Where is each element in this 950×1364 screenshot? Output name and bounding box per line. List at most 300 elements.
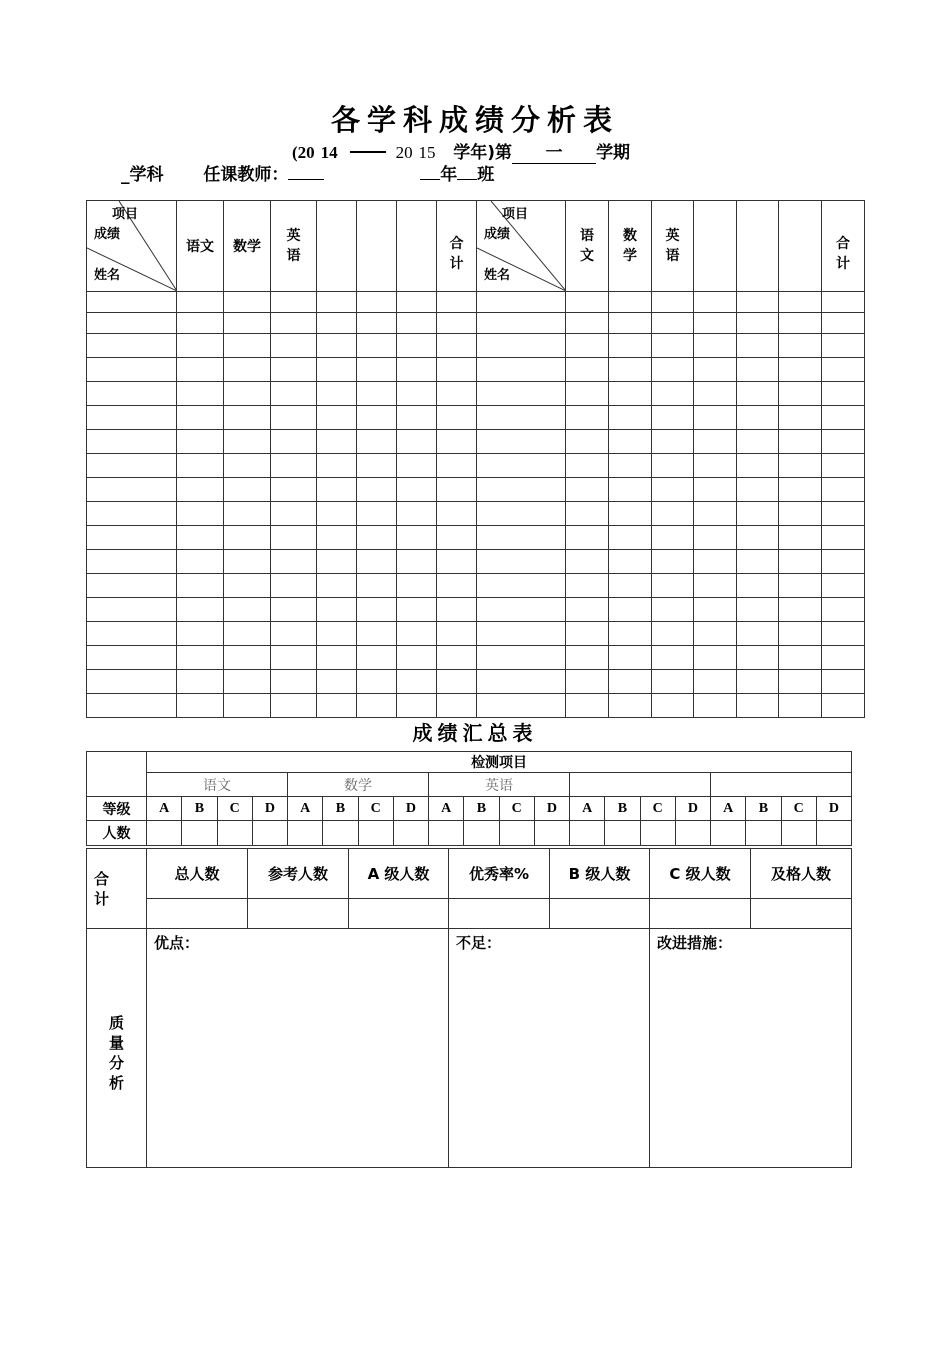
score-cell[interactable]: [822, 502, 865, 526]
score-cell[interactable]: [224, 526, 271, 550]
score-cell[interactable]: [609, 430, 652, 454]
score-cell[interactable]: [317, 646, 357, 670]
score-cell[interactable]: [477, 694, 566, 718]
score-cell[interactable]: [779, 382, 822, 406]
score-cell[interactable]: [737, 334, 779, 358]
count-cell[interactable]: [182, 821, 217, 846]
score-cell[interactable]: [822, 574, 865, 598]
score-cell[interactable]: [87, 694, 177, 718]
score-cell[interactable]: [397, 382, 437, 406]
score-cell[interactable]: [357, 358, 397, 382]
score-cell[interactable]: [437, 382, 477, 406]
score-cell[interactable]: [566, 313, 609, 334]
score-cell[interactable]: [737, 406, 779, 430]
score-cell[interactable]: [609, 646, 652, 670]
score-cell[interactable]: [694, 598, 737, 622]
score-cell[interactable]: [177, 646, 224, 670]
score-cell[interactable]: [317, 406, 357, 430]
score-cell[interactable]: [317, 382, 357, 406]
score-cell[interactable]: [737, 358, 779, 382]
score-cell[interactable]: [822, 478, 865, 502]
score-cell[interactable]: [652, 292, 694, 313]
score-cell[interactable]: [822, 622, 865, 646]
score-cell[interactable]: [437, 574, 477, 598]
score-cell[interactable]: [177, 502, 224, 526]
score-cell[interactable]: [357, 526, 397, 550]
score-cell[interactable]: [177, 478, 224, 502]
score-cell[interactable]: [397, 292, 437, 313]
score-cell[interactable]: [271, 292, 317, 313]
score-cell[interactable]: [694, 454, 737, 478]
count-cell[interactable]: [570, 821, 605, 846]
score-cell[interactable]: [609, 574, 652, 598]
improvements-cell[interactable]: [650, 929, 852, 1168]
score-cell[interactable]: [397, 574, 437, 598]
score-cell[interactable]: [609, 670, 652, 694]
score-cell[interactable]: [652, 694, 694, 718]
score-cell[interactable]: [822, 694, 865, 718]
score-cell[interactable]: [87, 646, 177, 670]
score-cell[interactable]: [652, 502, 694, 526]
score-cell[interactable]: [271, 550, 317, 574]
score-cell[interactable]: [477, 622, 566, 646]
score-cell[interactable]: [477, 358, 566, 382]
score-cell[interactable]: [609, 334, 652, 358]
score-cell[interactable]: [177, 550, 224, 574]
score-cell[interactable]: [694, 334, 737, 358]
score-cell[interactable]: [652, 574, 694, 598]
score-cell[interactable]: [87, 478, 177, 502]
score-cell[interactable]: [822, 382, 865, 406]
score-cell[interactable]: [397, 646, 437, 670]
score-cell[interactable]: [397, 358, 437, 382]
score-cell[interactable]: [224, 334, 271, 358]
score-cell[interactable]: [477, 430, 566, 454]
score-cell[interactable]: [566, 430, 609, 454]
score-cell[interactable]: [694, 694, 737, 718]
score-cell[interactable]: [609, 694, 652, 718]
score-cell[interactable]: [477, 406, 566, 430]
score-cell[interactable]: [477, 526, 566, 550]
score-cell[interactable]: [271, 574, 317, 598]
score-cell[interactable]: [694, 292, 737, 313]
score-cell[interactable]: [477, 334, 566, 358]
score-cell[interactable]: [737, 622, 779, 646]
score-cell[interactable]: [317, 454, 357, 478]
score-cell[interactable]: [477, 670, 566, 694]
count-cell[interactable]: [781, 821, 816, 846]
score-cell[interactable]: [477, 646, 566, 670]
score-cell[interactable]: [779, 292, 822, 313]
score-cell[interactable]: [271, 670, 317, 694]
score-cell[interactable]: [271, 334, 317, 358]
count-cell[interactable]: [640, 821, 675, 846]
score-cell[interactable]: [177, 430, 224, 454]
score-cell[interactable]: [317, 478, 357, 502]
score-cell[interactable]: [822, 292, 865, 313]
score-cell[interactable]: [437, 292, 477, 313]
score-cell[interactable]: [566, 358, 609, 382]
score-cell[interactable]: [652, 406, 694, 430]
score-cell[interactable]: [737, 382, 779, 406]
grade-blank[interactable]: [420, 179, 440, 180]
score-cell[interactable]: [694, 574, 737, 598]
score-cell[interactable]: [87, 382, 177, 406]
score-cell[interactable]: [87, 430, 177, 454]
score-cell[interactable]: [609, 292, 652, 313]
score-cell[interactable]: [566, 550, 609, 574]
score-cell[interactable]: [437, 694, 477, 718]
score-cell[interactable]: [566, 382, 609, 406]
count-cell[interactable]: [429, 821, 464, 846]
score-cell[interactable]: [737, 574, 779, 598]
score-cell[interactable]: [437, 622, 477, 646]
score-cell[interactable]: [224, 406, 271, 430]
score-cell[interactable]: [822, 313, 865, 334]
count-cell[interactable]: [746, 821, 781, 846]
grade-a-count-cell[interactable]: [349, 899, 449, 929]
score-cell[interactable]: [477, 598, 566, 622]
score-cell[interactable]: [317, 622, 357, 646]
score-cell[interactable]: [609, 382, 652, 406]
score-cell[interactable]: [737, 292, 779, 313]
score-cell[interactable]: [609, 622, 652, 646]
score-cell[interactable]: [397, 430, 437, 454]
score-cell[interactable]: [177, 292, 224, 313]
score-cell[interactable]: [357, 694, 397, 718]
score-cell[interactable]: [566, 292, 609, 313]
strengths-cell[interactable]: [147, 929, 449, 1168]
score-cell[interactable]: [566, 670, 609, 694]
teacher-blank[interactable]: [288, 179, 324, 180]
score-cell[interactable]: [224, 502, 271, 526]
score-cell[interactable]: [177, 694, 224, 718]
score-cell[interactable]: [694, 358, 737, 382]
grade-c-count-cell[interactable]: [650, 899, 751, 929]
score-cell[interactable]: [357, 622, 397, 646]
score-cell[interactable]: [609, 478, 652, 502]
pass-count-cell[interactable]: [751, 899, 852, 929]
score-cell[interactable]: [652, 550, 694, 574]
score-cell[interactable]: [779, 622, 822, 646]
count-cell[interactable]: [288, 821, 323, 846]
score-cell[interactable]: [779, 454, 822, 478]
total-students-cell[interactable]: [147, 899, 248, 929]
score-cell[interactable]: [177, 358, 224, 382]
count-cell[interactable]: [711, 821, 746, 846]
score-cell[interactable]: [437, 313, 477, 334]
score-cell[interactable]: [779, 358, 822, 382]
score-cell[interactable]: [357, 550, 397, 574]
score-cell[interactable]: [694, 382, 737, 406]
score-cell[interactable]: [271, 694, 317, 718]
score-cell[interactable]: [87, 292, 177, 313]
score-cell[interactable]: [437, 646, 477, 670]
count-cell[interactable]: [323, 821, 358, 846]
score-cell[interactable]: [224, 358, 271, 382]
score-cell[interactable]: [357, 406, 397, 430]
count-cell[interactable]: [605, 821, 640, 846]
score-cell[interactable]: [822, 550, 865, 574]
score-cell[interactable]: [87, 313, 177, 334]
score-cell[interactable]: [177, 622, 224, 646]
score-cell[interactable]: [177, 454, 224, 478]
score-cell[interactable]: [397, 478, 437, 502]
score-cell[interactable]: [437, 670, 477, 694]
score-cell[interactable]: [397, 334, 437, 358]
score-cell[interactable]: [694, 622, 737, 646]
score-cell[interactable]: [737, 430, 779, 454]
score-cell[interactable]: [609, 358, 652, 382]
score-cell[interactable]: [694, 670, 737, 694]
score-cell[interactable]: [477, 550, 566, 574]
score-cell[interactable]: [271, 622, 317, 646]
score-cell[interactable]: [652, 622, 694, 646]
score-cell[interactable]: [357, 670, 397, 694]
score-cell[interactable]: [737, 646, 779, 670]
score-cell[interactable]: [437, 502, 477, 526]
score-cell[interactable]: [566, 334, 609, 358]
score-cell[interactable]: [357, 334, 397, 358]
score-cell[interactable]: [779, 526, 822, 550]
score-cell[interactable]: [779, 670, 822, 694]
score-cell[interactable]: [317, 598, 357, 622]
score-cell[interactable]: [87, 454, 177, 478]
score-cell[interactable]: [357, 478, 397, 502]
count-cell[interactable]: [464, 821, 499, 846]
score-cell[interactable]: [224, 313, 271, 334]
score-cell[interactable]: [609, 454, 652, 478]
score-cell[interactable]: [652, 382, 694, 406]
score-cell[interactable]: [437, 406, 477, 430]
class-blank[interactable]: [457, 179, 477, 180]
score-cell[interactable]: [177, 670, 224, 694]
score-cell[interactable]: [397, 526, 437, 550]
score-cell[interactable]: [609, 502, 652, 526]
score-cell[interactable]: [822, 670, 865, 694]
score-cell[interactable]: [224, 598, 271, 622]
score-cell[interactable]: [609, 526, 652, 550]
score-cell[interactable]: [271, 478, 317, 502]
score-cell[interactable]: [737, 454, 779, 478]
score-cell[interactable]: [822, 406, 865, 430]
score-cell[interactable]: [357, 598, 397, 622]
score-cell[interactable]: [271, 454, 317, 478]
score-cell[interactable]: [437, 430, 477, 454]
score-cell[interactable]: [317, 526, 357, 550]
score-cell[interactable]: [437, 454, 477, 478]
score-cell[interactable]: [437, 334, 477, 358]
score-cell[interactable]: [737, 670, 779, 694]
score-cell[interactable]: [652, 670, 694, 694]
score-cell[interactable]: [87, 502, 177, 526]
score-cell[interactable]: [822, 598, 865, 622]
count-cell[interactable]: [252, 821, 287, 846]
score-cell[interactable]: [737, 598, 779, 622]
score-cell[interactable]: [397, 454, 437, 478]
score-cell[interactable]: [609, 598, 652, 622]
score-cell[interactable]: [779, 694, 822, 718]
score-cell[interactable]: [224, 292, 271, 313]
score-cell[interactable]: [271, 526, 317, 550]
score-cell[interactable]: [652, 598, 694, 622]
score-cell[interactable]: [317, 574, 357, 598]
score-cell[interactable]: [779, 598, 822, 622]
participants-cell[interactable]: [248, 899, 349, 929]
score-cell[interactable]: [271, 502, 317, 526]
score-cell[interactable]: [317, 334, 357, 358]
score-cell[interactable]: [397, 694, 437, 718]
score-cell[interactable]: [437, 478, 477, 502]
score-cell[interactable]: [477, 574, 566, 598]
score-cell[interactable]: [566, 574, 609, 598]
score-cell[interactable]: [566, 598, 609, 622]
score-cell[interactable]: [652, 313, 694, 334]
count-cell[interactable]: [534, 821, 569, 846]
score-cell[interactable]: [566, 502, 609, 526]
score-cell[interactable]: [694, 526, 737, 550]
score-cell[interactable]: [779, 313, 822, 334]
score-cell[interactable]: [317, 313, 357, 334]
score-cell[interactable]: [694, 406, 737, 430]
score-cell[interactable]: [271, 430, 317, 454]
score-cell[interactable]: [822, 430, 865, 454]
score-cell[interactable]: [822, 334, 865, 358]
score-cell[interactable]: [477, 313, 566, 334]
score-cell[interactable]: [397, 502, 437, 526]
count-cell[interactable]: [147, 821, 182, 846]
score-cell[interactable]: [566, 526, 609, 550]
score-cell[interactable]: [652, 334, 694, 358]
score-cell[interactable]: [87, 670, 177, 694]
score-cell[interactable]: [271, 313, 317, 334]
score-cell[interactable]: [779, 646, 822, 670]
score-cell[interactable]: [652, 358, 694, 382]
score-cell[interactable]: [224, 574, 271, 598]
weaknesses-cell[interactable]: [449, 929, 650, 1168]
score-cell[interactable]: [779, 406, 822, 430]
score-cell[interactable]: [437, 550, 477, 574]
score-cell[interactable]: [317, 550, 357, 574]
score-cell[interactable]: [397, 670, 437, 694]
score-cell[interactable]: [357, 574, 397, 598]
score-cell[interactable]: [177, 406, 224, 430]
score-cell[interactable]: [477, 292, 566, 313]
score-cell[interactable]: [566, 478, 609, 502]
count-cell[interactable]: [358, 821, 393, 846]
score-cell[interactable]: [224, 550, 271, 574]
score-cell[interactable]: [271, 382, 317, 406]
score-cell[interactable]: [779, 502, 822, 526]
score-cell[interactable]: [87, 622, 177, 646]
score-cell[interactable]: [397, 313, 437, 334]
score-cell[interactable]: [357, 646, 397, 670]
score-cell[interactable]: [779, 478, 822, 502]
score-cell[interactable]: [357, 382, 397, 406]
count-cell[interactable]: [217, 821, 252, 846]
score-cell[interactable]: [87, 334, 177, 358]
score-cell[interactable]: [477, 382, 566, 406]
score-cell[interactable]: [477, 454, 566, 478]
score-cell[interactable]: [737, 550, 779, 574]
score-cell[interactable]: [737, 313, 779, 334]
score-cell[interactable]: [357, 502, 397, 526]
score-cell[interactable]: [177, 313, 224, 334]
score-cell[interactable]: [737, 694, 779, 718]
score-cell[interactable]: [437, 358, 477, 382]
score-cell[interactable]: [224, 670, 271, 694]
score-cell[interactable]: [694, 550, 737, 574]
term-number[interactable]: 一: [512, 138, 596, 164]
score-cell[interactable]: [397, 550, 437, 574]
score-cell[interactable]: [437, 526, 477, 550]
score-cell[interactable]: [87, 406, 177, 430]
score-cell[interactable]: [822, 526, 865, 550]
score-cell[interactable]: [477, 478, 566, 502]
score-cell[interactable]: [737, 478, 779, 502]
score-cell[interactable]: [609, 313, 652, 334]
score-cell[interactable]: [224, 478, 271, 502]
score-cell[interactable]: [317, 694, 357, 718]
count-cell[interactable]: [816, 821, 851, 846]
score-cell[interactable]: [271, 646, 317, 670]
score-cell[interactable]: [177, 598, 224, 622]
score-cell[interactable]: [224, 382, 271, 406]
score-cell[interactable]: [652, 646, 694, 670]
score-cell[interactable]: [271, 598, 317, 622]
score-cell[interactable]: [177, 334, 224, 358]
count-cell[interactable]: [675, 821, 710, 846]
grade-b-count-cell[interactable]: [550, 899, 650, 929]
score-cell[interactable]: [609, 406, 652, 430]
score-cell[interactable]: [652, 454, 694, 478]
score-cell[interactable]: [822, 454, 865, 478]
score-cell[interactable]: [397, 598, 437, 622]
score-cell[interactable]: [737, 502, 779, 526]
score-cell[interactable]: [566, 646, 609, 670]
score-cell[interactable]: [566, 622, 609, 646]
score-cell[interactable]: [317, 358, 357, 382]
score-cell[interactable]: [357, 430, 397, 454]
score-cell[interactable]: [779, 574, 822, 598]
score-cell[interactable]: [224, 694, 271, 718]
score-cell[interactable]: [694, 502, 737, 526]
score-cell[interactable]: [477, 502, 566, 526]
score-cell[interactable]: [271, 406, 317, 430]
score-cell[interactable]: [177, 526, 224, 550]
score-cell[interactable]: [822, 358, 865, 382]
score-cell[interactable]: [224, 622, 271, 646]
score-cell[interactable]: [224, 430, 271, 454]
score-cell[interactable]: [779, 334, 822, 358]
count-cell[interactable]: [499, 821, 534, 846]
score-cell[interactable]: [694, 478, 737, 502]
score-cell[interactable]: [737, 526, 779, 550]
score-cell[interactable]: [437, 598, 477, 622]
score-cell[interactable]: [609, 550, 652, 574]
score-cell[interactable]: [317, 430, 357, 454]
score-cell[interactable]: [87, 598, 177, 622]
score-cell[interactable]: [87, 550, 177, 574]
score-cell[interactable]: [357, 292, 397, 313]
score-cell[interactable]: [87, 358, 177, 382]
score-cell[interactable]: [566, 694, 609, 718]
score-cell[interactable]: [566, 406, 609, 430]
count-cell[interactable]: [393, 821, 428, 846]
score-cell[interactable]: [694, 430, 737, 454]
score-cell[interactable]: [224, 454, 271, 478]
score-cell[interactable]: [652, 478, 694, 502]
